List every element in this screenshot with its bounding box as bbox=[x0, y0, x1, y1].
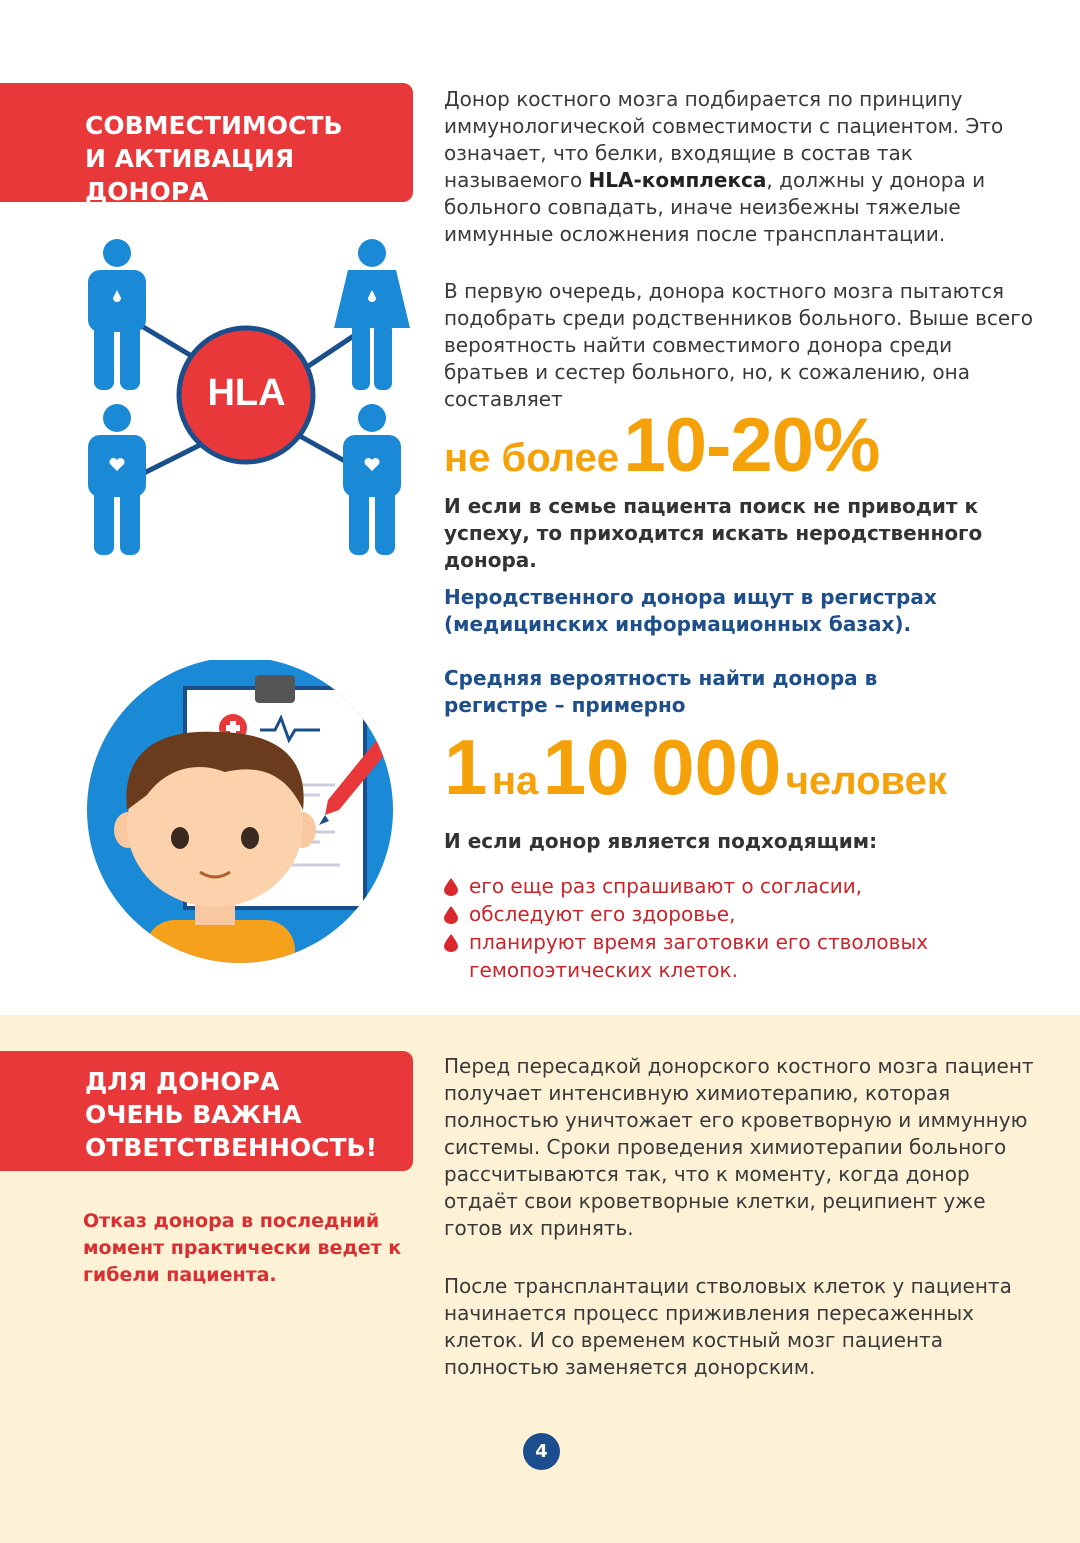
relatives-paragraph: В первую очередь, донора костного мозга пытаются подобрать среди родственников больного. Выше всего вероятность найти совместимого донора среди братьев и сестер больного, но, к сожалению, она составляет bbox=[444, 279, 1033, 411]
stat-number: 10 000 bbox=[542, 723, 782, 811]
list-item-text: планируют время заготовки его стволовых гемопоэтических клеток. bbox=[469, 930, 929, 982]
text: Донор костного мозга подбирается по принципу иммунологической совместимости с пациентом. Это означает, что белки, входящие в состав так называемого bbox=[444, 87, 1004, 192]
hla-label: HLA bbox=[207, 372, 286, 414]
blood-drop-icon bbox=[444, 934, 458, 952]
blood-drop-icon bbox=[444, 906, 458, 924]
heading-line: ДЛЯ ДОНОРА bbox=[85, 1067, 280, 1096]
patient-clipboard-icon bbox=[85, 660, 415, 970]
unrelated-paragraph: И если в семье пациента поиск не приводит к успеху, то приходится искать неродственного донора. bbox=[444, 494, 983, 572]
registry-probability-stat bbox=[444, 722, 947, 813]
list-item-text: его еще раз спрашивают о согласии, bbox=[469, 874, 863, 898]
list-item bbox=[444, 900, 1044, 928]
list-item bbox=[444, 872, 1044, 900]
stat-prefix: не более bbox=[444, 436, 620, 480]
hla-complex-term: HLA-комплекса bbox=[588, 168, 767, 192]
refusal-warning: Отказ донора в последний момент практически ведет к гибели пациента. bbox=[83, 1210, 402, 1286]
heading-line: ОЧЕНЬ ВАЖНА bbox=[85, 1100, 302, 1129]
text: , должны у донора и больного совпадать, иначе неизбежны тяжелые иммунные осложнения после трансплантации. bbox=[444, 168, 986, 246]
relatives-probability-stat bbox=[444, 402, 879, 489]
chemotherapy-paragraph: Перед пересадкой донорского костного мозга пациент получает интенсивную химиотерапию, которая полностью уничтожает его кроветворную и иммунную системы. Сроки проведения химиотерапии больного рассчитываются так, что к моменту, когда донор отдаёт свои кроветворные клетки, реципиент уже готов их принять. bbox=[444, 1054, 1034, 1240]
stat-one: 1 bbox=[444, 723, 488, 811]
if-suitable-label: И если донор является подходящим: bbox=[444, 829, 878, 853]
responsibility-heading bbox=[0, 1051, 413, 1171]
stat-people: человек bbox=[785, 759, 947, 803]
heading-line: И АКТИВАЦИЯ ДОНОРА bbox=[85, 144, 295, 206]
donor-steps-list bbox=[444, 872, 1044, 984]
registry-probability-paragraph: Средняя вероятность найти донора в регистре – примерно bbox=[444, 666, 878, 717]
page-number: 4 bbox=[523, 1433, 560, 1470]
registry-paragraph: Неродственного донора ищут в регистрах (медицинских информационных базах). bbox=[444, 585, 937, 636]
stat-na: на bbox=[491, 759, 539, 803]
blood-drop-icon bbox=[444, 878, 458, 896]
compatibility-heading bbox=[0, 83, 413, 206]
hla-paragraph bbox=[444, 86, 1034, 248]
heading-line: СОВМЕСТИМОСТЬ bbox=[85, 111, 343, 140]
stat-value: 10-20% bbox=[623, 403, 880, 488]
list-item bbox=[444, 928, 949, 984]
engraftment-paragraph: После трансплантации стволовых клеток у пациента начинается процесс приживления пересаженных клеток. И со временем костный мозг пациента полностью заменяется донорским. bbox=[444, 1274, 1012, 1379]
list-item-text: обследуют его здоровье, bbox=[469, 902, 736, 926]
heading-line: ОТВЕТСТВЕННОСТЬ! bbox=[85, 1133, 377, 1162]
